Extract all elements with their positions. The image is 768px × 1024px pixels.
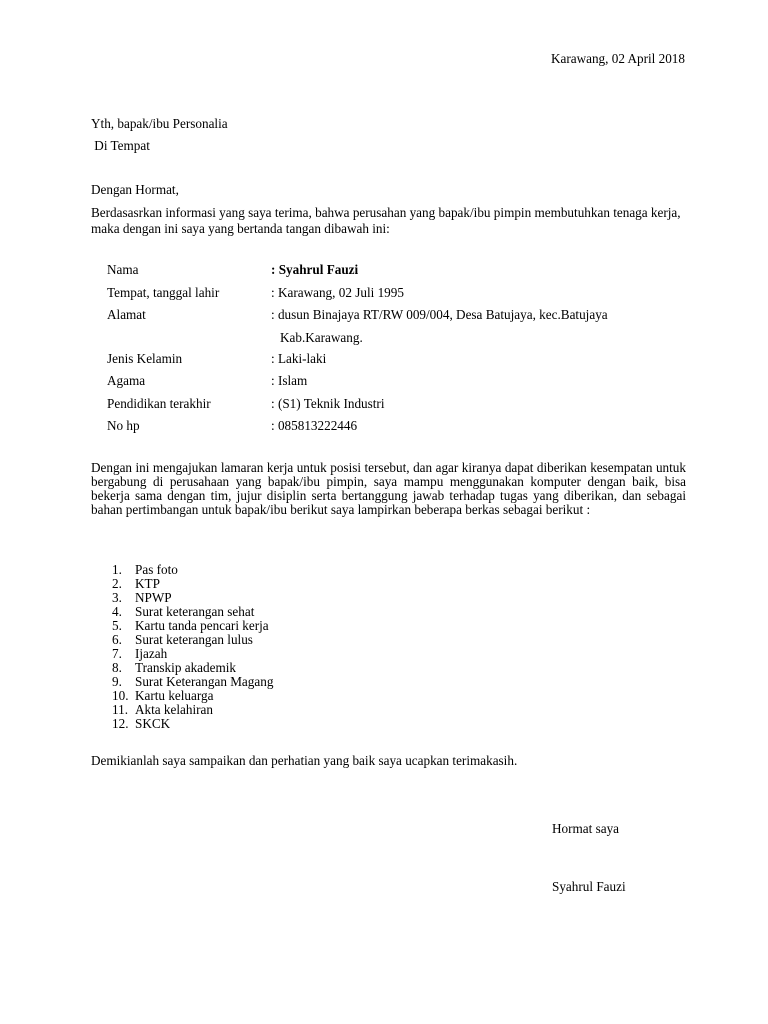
list-item-number: 2.: [112, 576, 122, 591]
recipient-place-text: Di Tempat: [94, 138, 150, 153]
hp-label: No hp: [107, 418, 140, 433]
sign-off: Hormat saya: [552, 821, 620, 836]
attachment-list: [112, 563, 273, 731]
alamat-value: : dusun Binajaya RT/RW 009/004, Desa Batujaya, kec.Batujaya: [271, 307, 608, 322]
list-item: [112, 619, 273, 633]
signer-name: Syahrul Fauzi: [552, 879, 626, 894]
list-item: [112, 647, 273, 661]
list-item-number: 12.: [112, 716, 129, 731]
alamat-label: Alamat: [107, 307, 146, 322]
data-row-pendidikan: [107, 396, 697, 414]
list-item-label: Ijazah: [135, 646, 168, 661]
recipient: Yth, bapak/ibu Personalia: [91, 116, 228, 131]
list-item-label: NPWP: [135, 590, 172, 605]
intro-paragraph: Berdasasrkan informasi yang saya terima, bahwa perusahan yang bapak/ibu pimpin membutuhkan tenaga kerja, maka dengan ini saya yang bertanda tangan dibawah ini:: [91, 205, 681, 236]
body-paragraph: Dengan ini mengajukan lamaran kerja untuk posisi tersebut, dan agar kiranya dapat diberikan kesempatan untuk bergabung di perusahaan yang bapak/ibu pimpin, saya mampu menggunakan komputer dengan baik, bisa bekerja sama dengan tim, jujur disiplin serta bertanggung jawab terhadap tugas yang diberikan, dan sebagai bahan pertimbangan untuk bapak/ibu berikut saya lampirkan beberapa berkas sebagai berikut :: [91, 460, 686, 517]
nama-label: Nama: [107, 262, 139, 277]
list-item-label: KTP: [135, 576, 160, 591]
data-row-jenis-kelamin: [107, 351, 697, 369]
recipient-place: [91, 138, 150, 154]
pend-value: : (S1) Teknik Industri: [271, 396, 385, 411]
list-item-label: SKCK: [135, 716, 171, 731]
list-item-number: 8.: [112, 660, 122, 675]
ttl-value: : Karawang, 02 Juli 1995: [271, 285, 404, 300]
pend-label: Pendidikan terakhir: [107, 396, 211, 411]
ttl-label: Tempat, tanggal lahir: [107, 285, 220, 300]
list-item: [112, 703, 273, 717]
list-item: [112, 577, 273, 591]
list-item-label: Surat keterangan sehat: [135, 604, 255, 619]
list-item-label: Kartu tanda pencari kerja: [135, 618, 269, 633]
data-row-agama: [107, 373, 697, 391]
list-item: [112, 717, 273, 731]
list-item-label: Akta kelahiran: [135, 702, 213, 717]
list-item: [112, 563, 273, 577]
list-item-number: 4.: [112, 604, 122, 619]
data-row-no-hp: [107, 418, 697, 436]
list-item-label: Transkip akademik: [135, 660, 236, 675]
nama-value: : Syahrul Fauzi: [271, 262, 359, 277]
greeting: Dengan Hormat,: [91, 182, 179, 197]
data-row-ttl: [107, 285, 697, 303]
list-item-number: 7.: [112, 646, 122, 661]
letter-date: Karawang, 02 April 2018: [550, 51, 685, 66]
jk-value: : Laki-laki: [271, 351, 327, 366]
list-item: [112, 675, 273, 689]
list-item-number: 5.: [112, 618, 122, 633]
list-item: [112, 605, 273, 619]
agama-value: : Islam: [271, 373, 308, 388]
list-item-number: 3.: [112, 590, 122, 605]
list-item: [112, 661, 273, 675]
hp-value: : 085813222446: [271, 418, 358, 433]
list-item: [112, 689, 273, 703]
list-item-label: Kartu keluarga: [135, 688, 214, 703]
list-item-number: 9.: [112, 674, 122, 689]
list-item: [112, 633, 273, 647]
list-item: [112, 591, 273, 605]
list-item-label: Pas foto: [135, 562, 178, 577]
list-item-label: Surat keterangan lulus: [135, 632, 253, 647]
list-item-number: 10.: [112, 688, 129, 703]
agama-label: Agama: [107, 373, 146, 388]
jk-label: Jenis Kelamin: [107, 351, 183, 366]
closing-paragraph: Demikianlah saya sampaikan dan perhatian yang baik saya ucapkan terimakasih.: [91, 753, 518, 768]
alamat-value-continued: Kab.Karawang.: [280, 330, 363, 345]
list-item-number: 11.: [112, 702, 128, 717]
list-item-label: Surat Keterangan Magang: [135, 674, 274, 689]
data-row-nama: [107, 262, 697, 280]
list-item-number: 6.: [112, 632, 122, 647]
data-row-alamat: [107, 307, 697, 325]
list-item-number: 1.: [112, 562, 122, 577]
